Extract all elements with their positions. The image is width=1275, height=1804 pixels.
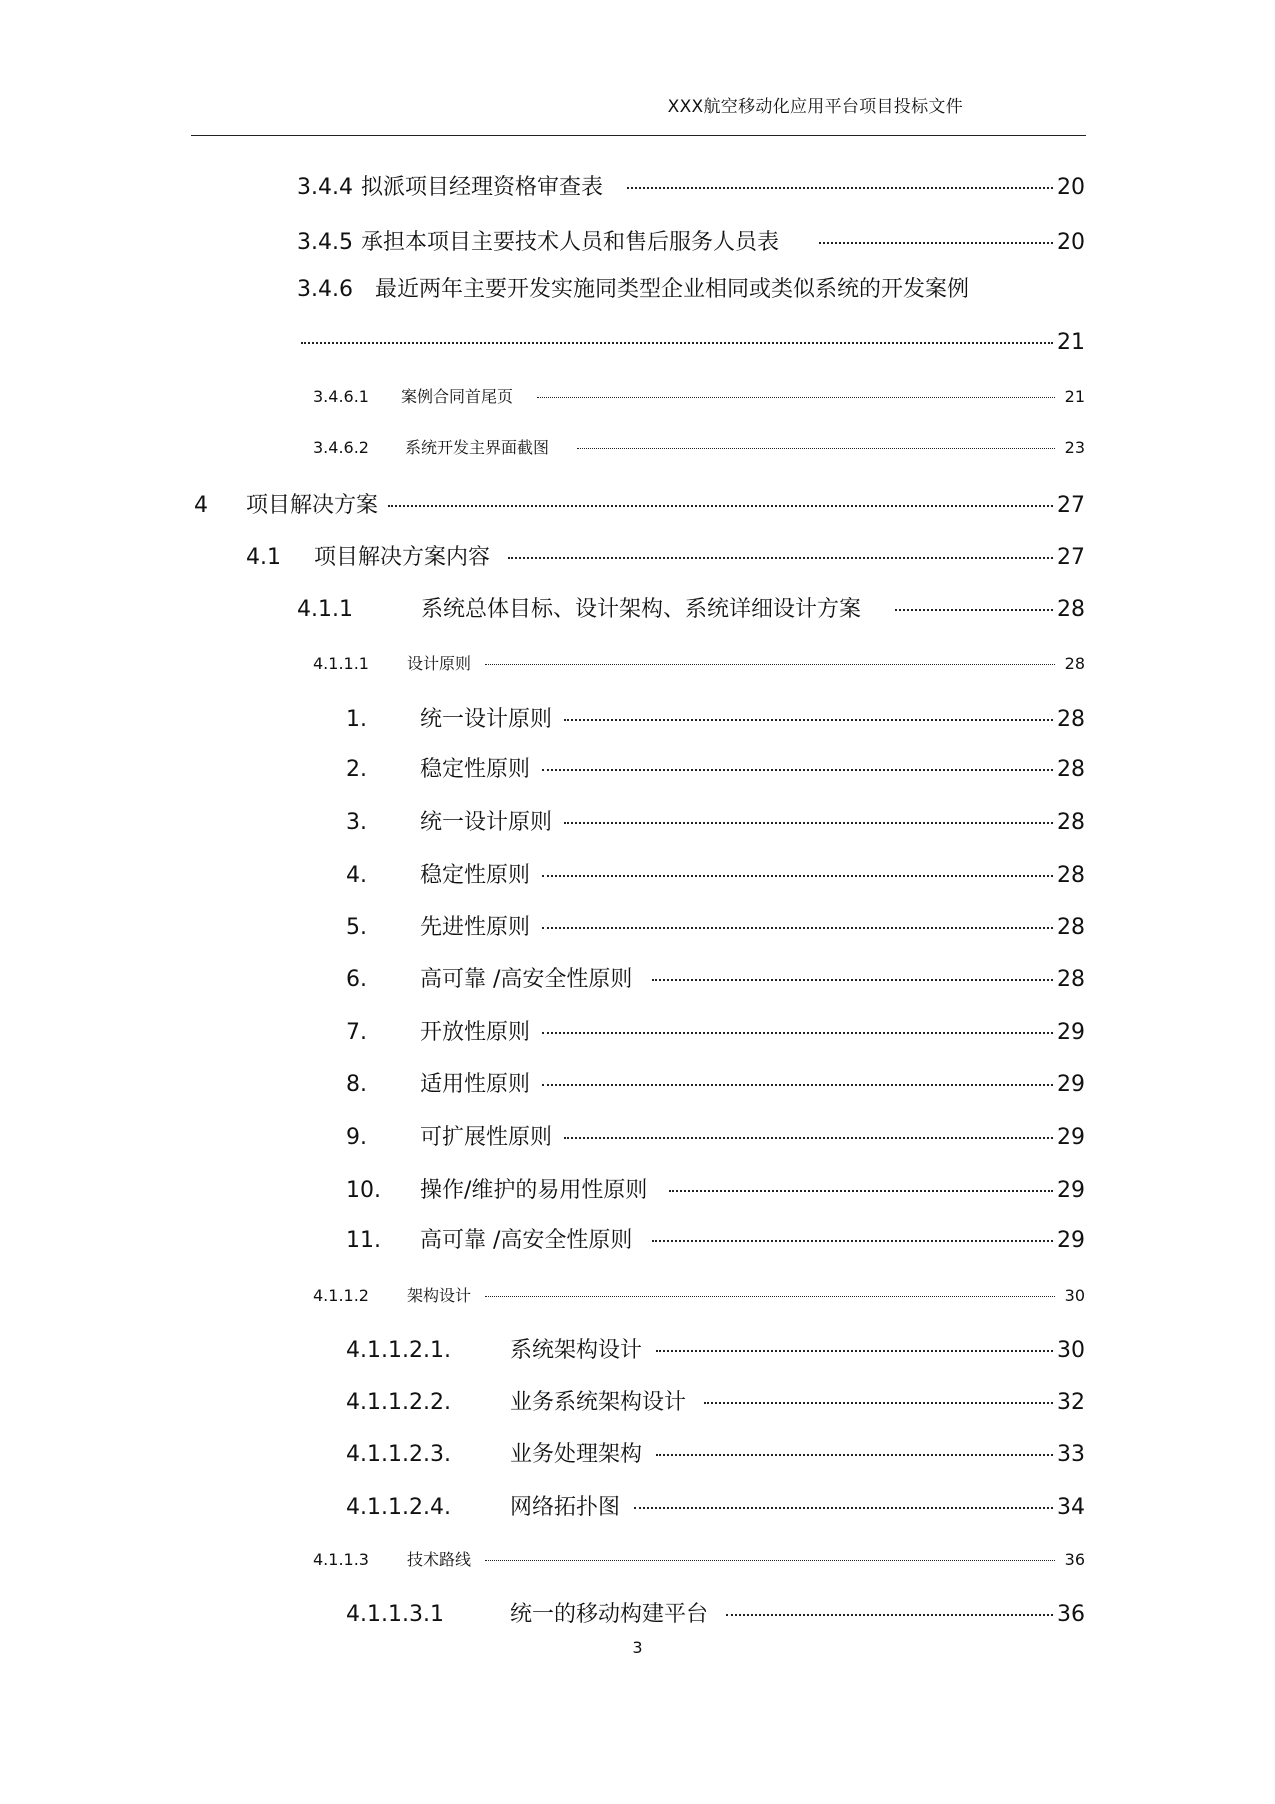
toc-entry-title: 可扩展性原则: [420, 1125, 553, 1150]
toc-entry-number: 8.: [346, 1072, 367, 1097]
toc-entry[interactable]: [346, 910, 1085, 941]
header-rule: [191, 135, 1086, 136]
toc-leader: [895, 609, 1053, 611]
toc-entry-title: 稳定性原则: [420, 757, 531, 782]
toc-leader: [634, 1507, 1053, 1509]
toc-entry-number: 3.4.5: [297, 230, 353, 255]
toc-leader: [485, 1560, 1055, 1561]
toc-entry-title: 项目解决方案: [246, 493, 379, 518]
toc-entry-number: 4.: [346, 863, 367, 888]
toc-entry-page: 28: [1064, 654, 1085, 673]
toc-entry[interactable]: [297, 170, 1085, 201]
toc-entry-page: 28: [1057, 597, 1085, 622]
toc-entry-title: 稳定性原则: [420, 863, 531, 888]
toc-entry-number: 7.: [346, 1020, 367, 1045]
toc-entry-number: 4.1.1.2.3.: [346, 1442, 451, 1467]
toc-entry-title: 业务处理架构: [510, 1442, 643, 1467]
toc-entry-title: 统一设计原则: [420, 707, 553, 732]
toc-entry[interactable]: [313, 1547, 1085, 1570]
toc-leader: [564, 719, 1053, 721]
toc-entry-page: 29: [1057, 1228, 1085, 1253]
toc-entry[interactable]: [313, 384, 1085, 407]
toc-leader: [542, 1084, 1053, 1086]
toc-entry-number: 4.1.1.3.1: [346, 1602, 444, 1627]
toc-entry-title: 适用性原则: [420, 1072, 531, 1097]
toc-entry-title: 业务系统架构设计: [510, 1390, 687, 1415]
toc-entry-number: 3.4.6.2: [313, 438, 369, 457]
toc-entry-page: 29: [1057, 1125, 1085, 1150]
toc-entry-title: 网络拓扑图: [510, 1495, 621, 1520]
toc-entry-page: 28: [1057, 707, 1085, 732]
toc-entry[interactable]: [346, 1015, 1085, 1046]
toc-entry-number: 4.1: [246, 545, 281, 570]
toc-entry-title: 系统总体目标、设计架构、系统详细设计方案: [421, 597, 862, 622]
toc-entry-number: 4: [194, 493, 208, 518]
toc-entry-title: 操作/维护的易用性原则: [420, 1178, 648, 1203]
toc-entry[interactable]: [346, 1223, 1085, 1254]
toc-leader: [656, 1350, 1053, 1352]
toc-leader: [656, 1454, 1053, 1456]
toc-entry[interactable]: [346, 962, 1085, 993]
toc-entry-number: 3.4.6: [297, 277, 353, 302]
toc-entry-page: 30: [1057, 1338, 1085, 1363]
toc-entry-title: 项目解决方案内容: [314, 545, 491, 570]
page-number: 3: [632, 1638, 643, 1657]
toc-leader: [537, 397, 1055, 398]
toc-entry-title: 系统开发主界面截图: [405, 438, 550, 457]
toc-entry-wrapped-title[interactable]: [297, 272, 969, 303]
toc-entry-title: 高可靠 /高安全性原则: [420, 967, 633, 992]
toc-entry-title: 承担本项目主要技术人员和售后服务人员表: [360, 230, 779, 255]
toc-entry-page: 28: [1057, 810, 1085, 835]
toc-leader: [508, 557, 1053, 559]
toc-leader: [564, 1137, 1053, 1139]
toc-entry-page: 20: [1057, 175, 1085, 200]
toc-leader: [819, 242, 1053, 244]
toc-entry-number: 9.: [346, 1125, 367, 1150]
toc-entry-number: 3.4.6.1: [313, 387, 369, 406]
toc-entry-number: 5.: [346, 915, 367, 940]
toc-entry-page: 21: [1057, 330, 1085, 355]
toc-entry-title: 开放性原则: [420, 1020, 531, 1045]
toc-entry-page: 28: [1057, 863, 1085, 888]
toc-entry-number: 11.: [346, 1228, 381, 1253]
toc-entry-title: 系统架构设计: [510, 1338, 643, 1363]
toc-entry-page: 28: [1057, 757, 1085, 782]
toc-entry-number: 4.1.1.3: [313, 1550, 369, 1569]
toc-entry-page: 32: [1057, 1390, 1085, 1415]
toc-leader: [542, 1032, 1053, 1034]
toc-leader: [564, 822, 1053, 824]
toc-leader: [627, 187, 1053, 189]
toc-leader: [669, 1190, 1053, 1192]
toc-entry-page: 27: [1057, 493, 1085, 518]
toc-entry-number: 3.4.4: [297, 175, 353, 200]
toc-entry-title: 先进性原则: [420, 915, 531, 940]
toc-entry-page: 29: [1057, 1178, 1085, 1203]
toc-entry-number: 4.1.1: [297, 597, 353, 622]
toc-entry-title: 拟派项目经理资格审查表: [360, 175, 603, 200]
toc-entry-number: 6.: [346, 967, 367, 992]
toc-entry-page: 21: [1064, 387, 1085, 406]
toc-entry[interactable]: [346, 1120, 1085, 1151]
toc-entry-page: 27: [1057, 545, 1085, 570]
toc-entry-page: 36: [1057, 1602, 1085, 1627]
toc-leader: [485, 664, 1055, 665]
toc-entry-number: 2.: [346, 757, 367, 782]
toc-entry[interactable]: [346, 702, 1085, 733]
toc-entry[interactable]: [297, 225, 1085, 256]
toc-entry[interactable]: [346, 805, 1085, 836]
toc-leader: [652, 1240, 1053, 1242]
toc-entry[interactable]: [346, 1490, 1085, 1521]
toc-entry-page: 20: [1057, 230, 1085, 255]
toc-entry-continuation[interactable]: [297, 330, 1085, 355]
toc-entry[interactable]: [313, 435, 1085, 458]
page-header-title: XXX航空移动化应用平台项目投标文件: [667, 97, 963, 117]
toc-entry-page: 33: [1057, 1442, 1085, 1467]
toc-entry-number: 4.1.1.2.4.: [346, 1495, 451, 1520]
toc-leader: [542, 769, 1053, 771]
toc-entry-page: 23: [1064, 438, 1085, 457]
toc-entry-title: 统一设计原则: [420, 810, 553, 835]
toc-entry-title: 案例合同首尾页: [401, 387, 514, 406]
toc-entry-page: 29: [1057, 1020, 1085, 1045]
toc-leader: [652, 979, 1053, 981]
toc-entry[interactable]: [297, 592, 1085, 623]
toc-entry-title: 统一的移动构建平台: [510, 1602, 709, 1627]
toc-entry-page: 34: [1057, 1495, 1085, 1520]
toc-leader: [485, 1296, 1055, 1297]
toc-leader: [542, 875, 1053, 877]
toc-entry[interactable]: [346, 1173, 1085, 1204]
toc-entry[interactable]: [246, 540, 1085, 571]
toc-leader: [301, 342, 1053, 344]
toc-entry-title: 最近两年主要开发实施同类型企业相同或类似系统的开发案例: [375, 277, 970, 302]
toc-entry[interactable]: [346, 1437, 1085, 1468]
toc-entry[interactable]: [346, 1385, 1085, 1416]
toc-entry[interactable]: [194, 488, 1085, 519]
toc-leader: [726, 1614, 1053, 1616]
toc-entry-number: 4.1.1.2: [313, 1286, 369, 1305]
toc-entry[interactable]: [346, 752, 1085, 783]
toc-entry-number: 1.: [346, 707, 367, 732]
toc-entry-title: 架构设计: [407, 1286, 472, 1305]
toc-entry-number: 3.: [346, 810, 367, 835]
toc-entry-title: 高可靠 /高安全性原则: [420, 1228, 633, 1253]
toc-entry-page: 28: [1057, 915, 1085, 940]
toc-entry-number: 10.: [346, 1178, 381, 1203]
toc-entry-number: 4.1.1.2.2.: [346, 1390, 451, 1415]
toc-entry-page: 29: [1057, 1072, 1085, 1097]
toc-entry[interactable]: [313, 651, 1085, 674]
toc-entry-number: 4.1.1.1: [313, 654, 369, 673]
toc-entry-title: 设计原则: [407, 654, 472, 673]
toc-leader: [542, 927, 1053, 929]
toc-entry[interactable]: [346, 1067, 1085, 1098]
toc-entry[interactable]: [346, 858, 1085, 889]
toc-leader: [388, 505, 1053, 507]
toc-leader: [704, 1402, 1053, 1404]
toc-entry-number: 4.1.1.2.1.: [346, 1338, 451, 1363]
toc-entry-page: 28: [1057, 967, 1085, 992]
toc-entry[interactable]: [346, 1333, 1085, 1364]
toc-leader: [577, 448, 1055, 449]
toc-entry[interactable]: [346, 1597, 1085, 1628]
toc-entry-page: 30: [1064, 1286, 1085, 1305]
toc-entry-title: 技术路线: [407, 1550, 472, 1569]
toc-entry[interactable]: [313, 1283, 1085, 1306]
toc-entry-page: 36: [1064, 1550, 1085, 1569]
